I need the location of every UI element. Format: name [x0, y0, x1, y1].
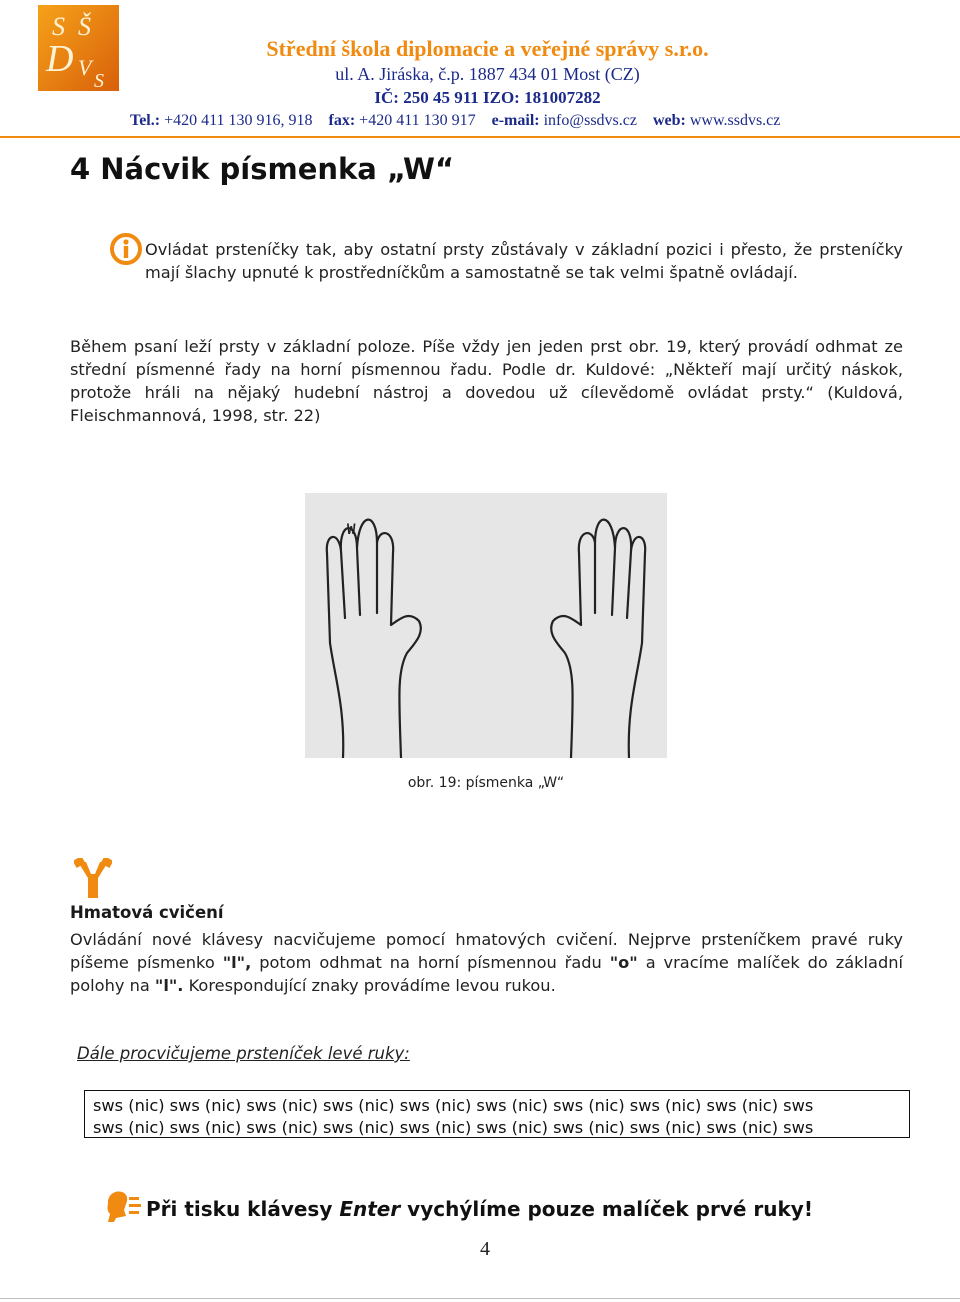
note-part-2: vychýlíme pouze malíček prvé ruky!: [400, 1197, 813, 1221]
school-name: Střední škola diplomacie a veřejné správy s.r.o.: [266, 36, 709, 61]
svg-text:V: V: [78, 55, 92, 80]
exercise-text-3: a vracíme malíček do základní polohy na: [70, 953, 904, 995]
dumbbell-icon: [74, 858, 112, 900]
practice-line-2: sws (nic) sws (nic) sws (nic) sws (nic) sws (nic) sws (nic) sws (nic) sws (nic) sws (nic) sws: [93, 1118, 814, 1137]
section-title: 4 Nácvik písmenka „W“: [70, 152, 455, 186]
page-number: 4: [480, 1238, 490, 1260]
info-paragraph: Ovládat prsteníčky tak, aby ostatní prsty zůstávaly v základní pozici i přesto, že prsteníčky mají šlachy upnuté k prostředníčkům a samostatně se tak velmi špatně ovládají.: [145, 240, 903, 282]
exercise-text-1: Ovládání nové klávesy nacvičujeme pomocí hmatových cvičení. Nejprve prsteníčkem pravé ruky píšeme písmenko: [70, 930, 903, 972]
exercise-paragraph: [70, 928, 903, 997]
key-l2: "l".: [154, 976, 184, 995]
hands-figure: [305, 493, 667, 758]
key-l: "l",: [222, 953, 252, 972]
note-enter: Enter: [339, 1197, 401, 1221]
practice-heading: Dále procvičujeme prsteníček levé ruky:: [77, 1044, 410, 1063]
speaker-icon: [104, 1188, 142, 1224]
figure-key-label: W: [347, 522, 356, 538]
body-paragraph: Během psaní leží prsty v základní poloze. Píše vždy jen jeden prst obr. 19, který provádí odhmat ze střední písmenné řady na horní písmennou řadu. Podle dr. Kuldové: „Někteří mají určitý náskok, protože hráli na nějaký hudební nástroj a dovedou už cílevědomě ovládat prsty.“ (Kuldová, Fleischmannová, 1998, str. 22): [70, 337, 903, 425]
svg-text:S: S: [52, 12, 65, 41]
school-ids: IČ: 250 45 911 IZO: 181007282: [374, 88, 601, 107]
tel-value: +420 411 130 916, 918: [160, 112, 313, 129]
fax-value: +420 411 130 917: [355, 112, 476, 129]
contact-line: [120, 112, 920, 130]
tel-label: Tel.:: [130, 112, 161, 129]
exercise-title: Hmatová cvičení: [70, 903, 224, 922]
fax-label: fax:: [328, 112, 356, 129]
email-label: e-mail:: [491, 112, 540, 129]
web-link[interactable]: www.ssdvs.cz: [685, 112, 781, 129]
svg-text:D: D: [46, 38, 74, 80]
email-link[interactable]: info@ssdvs.cz: [539, 112, 637, 129]
info-icon: [109, 232, 143, 266]
header-divider: [0, 136, 960, 138]
key-o: "o": [609, 953, 638, 972]
footer-divider: [0, 1298, 960, 1299]
exercise-text-2: potom odhmat na horní písmennou řadu: [251, 953, 610, 972]
svg-text:Š: Š: [78, 12, 91, 41]
svg-text:S: S: [94, 70, 104, 91]
practice-line-1: sws (nic) sws (nic) sws (nic) sws (nic) sws (nic) sws (nic) sws (nic) sws (nic) sws (nic) sws: [93, 1096, 814, 1115]
note-part-1: Při tisku klávesy: [146, 1197, 340, 1221]
school-address: ul. A. Jiráska, č.p. 1887 434 01 Most (CZ): [335, 64, 640, 84]
figure-caption: obr. 19: písmenka „W“: [407, 775, 565, 791]
school-logo: [38, 5, 119, 91]
practice-box: [84, 1090, 910, 1138]
exercise-text-4: Korespondující znaky provádíme levou rukou.: [183, 976, 556, 995]
web-label: web:: [652, 112, 686, 129]
enter-key-note: [146, 1197, 813, 1221]
